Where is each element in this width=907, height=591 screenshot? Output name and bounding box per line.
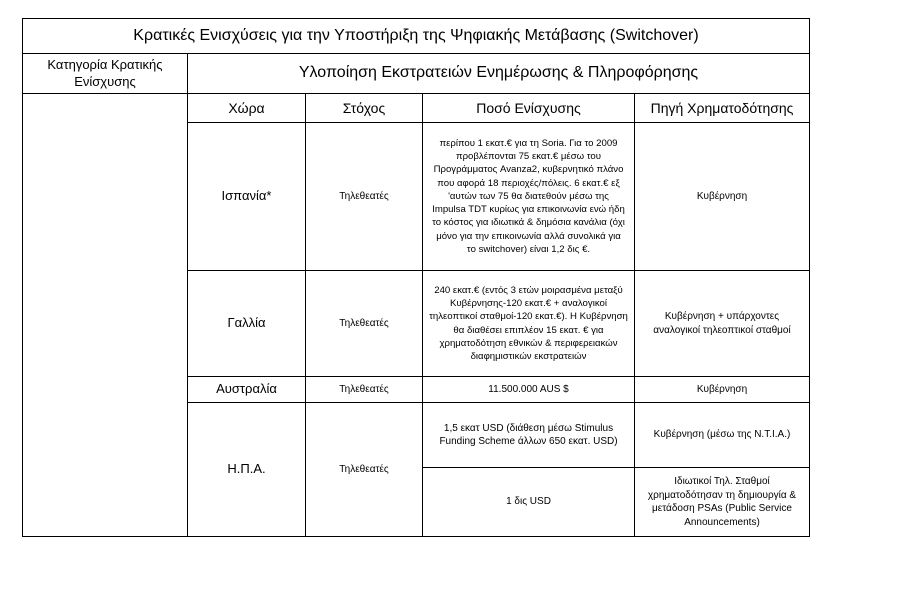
country-cell: Η.Π.Α.	[188, 403, 306, 537]
source-cell: Κυβέρνηση + υπάρχοντες αναλογικοί τηλεοπτικοί σταθμοί	[635, 271, 810, 377]
country-cell: Αυστραλία	[188, 377, 306, 403]
state-aid-table	[22, 18, 810, 537]
source-cell: Κυβέρνηση (μέσω της N.T.I.A.)	[635, 403, 810, 468]
target-cell: Τηλεθεατές	[306, 403, 423, 537]
column-header-country: Χώρα	[188, 94, 306, 123]
category-row	[23, 54, 810, 94]
target-cell: Τηλεθεατές	[306, 123, 423, 271]
amount-cell: 240 εκατ.€ (εντός 3 ετών μοιρασμένα μεταξύ Κυβέρνησης-120 εκατ.€ + αναλογικοί τηλεοπτικοί σταθμοί-120 εκατ.€). Η Κυβέρνηση θα διαθέσει επιπλέον 15 εκατ. € για χρηματοδότηση εθνικών & περιφερειακών διαφημιστικών εκστρατειών	[423, 271, 635, 377]
column-header-target: Στόχος	[306, 94, 423, 123]
document-page	[22, 18, 810, 537]
target-cell: Τηλεθεατές	[306, 271, 423, 377]
amount-cell: 1 δις USD	[423, 468, 635, 537]
column-header-source: Πηγή Χρηματοδότησης	[635, 94, 810, 123]
source-cell: Κυβέρνηση	[635, 123, 810, 271]
country-cell: Γαλλία	[188, 271, 306, 377]
title-row	[23, 19, 810, 54]
country-cell: Ισπανία*	[188, 123, 306, 271]
column-header-amount: Ποσό Ενίσχυσης	[423, 94, 635, 123]
source-cell: Κυβέρνηση	[635, 377, 810, 403]
category-label: Κατηγορία Κρατικής Ενίσχυσης	[23, 54, 188, 94]
source-cell: Ιδιωτικοί Τηλ. Σταθμοί χρηματοδότησαν τη δημιουργία & μετάδοση PSAs (Public Service Announcements)	[635, 468, 810, 537]
implementation-label: Υλοποίηση Εκστρατειών Ενημέρωσης & Πληροφόρησης	[188, 54, 810, 94]
target-cell: Τηλεθεατές	[306, 377, 423, 403]
header-row	[23, 94, 810, 123]
amount-cell: περίπου 1 εκατ.€ για τη Soria. Για το 2009 προβλέπονται 75 εκατ.€ μέσω του Προγράμματος Avanza2, κυβερνητικό πλάνο που αφορά 18 περιοχές/πόλεις. 6 εκατ.€ εξ 'αυτών των 75 θα διατεθούν μέσω της Impulsa TDT κυρίως για επικοινωνία ενώ ήδη το κόστος για ιδιωτικά & δημόσια κανάλια (όχι μόνο για την επικοινωνία αλλά συνολικά για το switchover) είναι 1,2 δις €.	[423, 123, 635, 271]
empty-side-cell	[23, 94, 188, 537]
table-title: Κρατικές Ενισχύσεις για την Υποστήριξη της Ψηφιακής Μετάβασης (Switchover)	[23, 19, 810, 54]
amount-cell: 11.500.000 AUS $	[423, 377, 635, 403]
amount-cell: 1,5 εκατ USD (διάθεση μέσω Stimulus Funding Scheme άλλων 650 εκατ. USD)	[423, 403, 635, 468]
